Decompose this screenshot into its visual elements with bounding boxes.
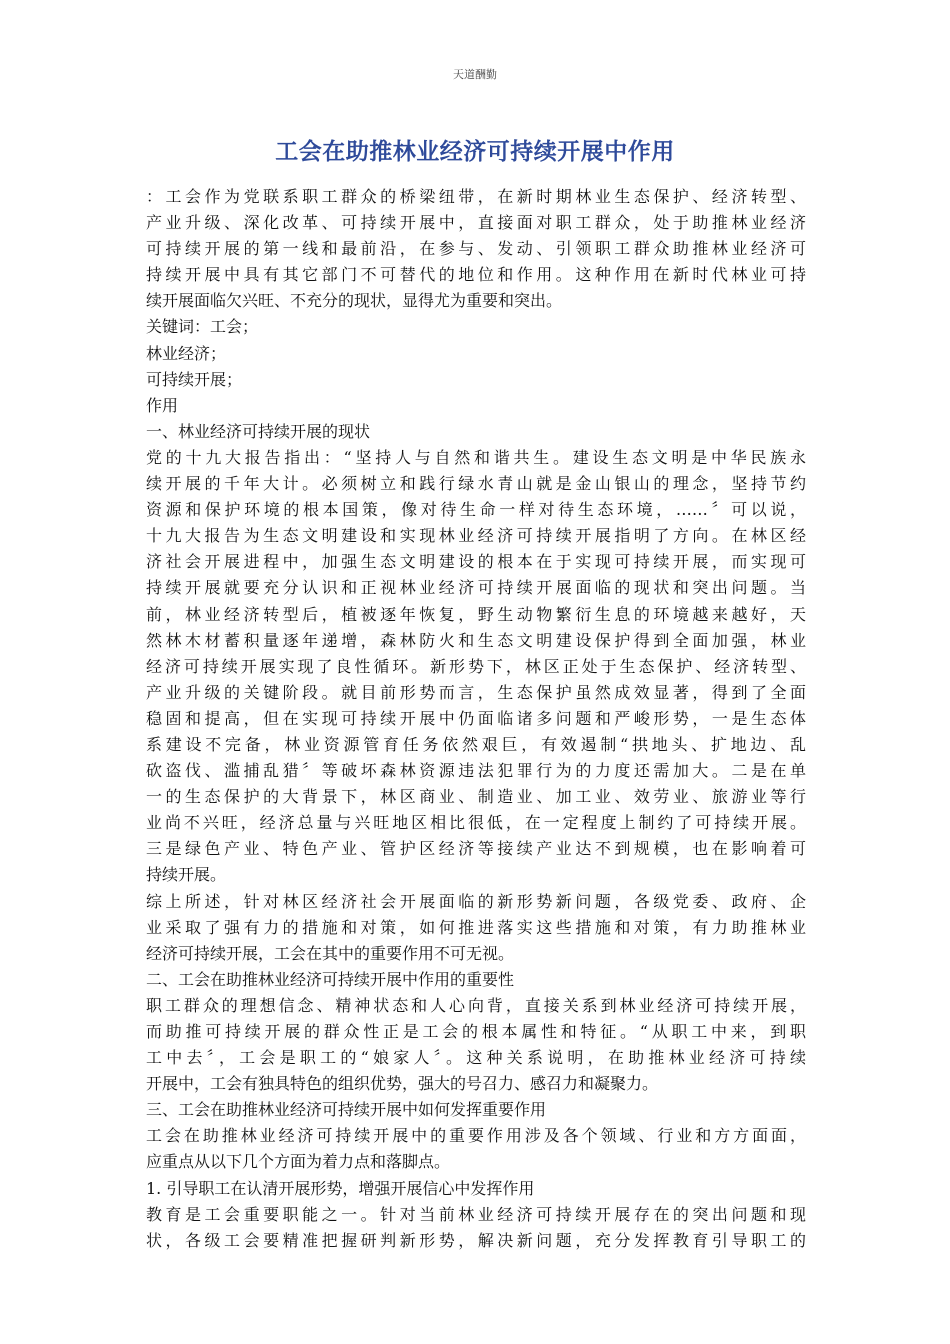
text-line: 可持续开展； <box>146 369 243 389</box>
text-line: 持续开展就要充分认识和正视林业经济可持续开展面临的现状和突出问题。当 <box>146 578 806 598</box>
text-line: 林业经济； <box>146 343 227 363</box>
text-line: 续开展的千年大计。必须树立和践行绿水青山就是金山银山的理念，坚持节约 <box>146 474 806 494</box>
text-line: 经济可持续开展实现了良性循环。新形势下，林区正处于生态保护、经济转型、 <box>146 656 806 676</box>
text-line: 前，林业经济转型后，植被逐年恢复，野生动物繁衍生息的环境越来越好，天 <box>146 604 806 624</box>
text-line: 产业升级、深化改革、可持续开展中，直接面对职工群众，处于助推林业经济 <box>146 213 806 233</box>
text-line: 应重点从以下几个方面为着力点和落脚点。 <box>146 1152 451 1172</box>
text-line: 状，各级工会要精准把握研判新形势，解决新问题，充分发挥教育引导职工的 <box>146 1230 806 1250</box>
text-line: 作用 <box>146 395 179 415</box>
document-title: 工会在助推林业经济可持续开展中作用 <box>275 139 675 165</box>
text-line: 一的生态保护的大背景下，林区商业、制造业、加工业、效劳业、旅游业等行 <box>146 787 806 807</box>
text-line: 一、林业经济可持续开展的现状 <box>146 421 371 441</box>
text-line: ：工会作为党联系职工群众的桥梁纽带，在新时期林业生态保护、经济转型、 <box>146 187 806 206</box>
text-line: 产业升级的关键阶段。就目前形势而言，生态保护虽然成效显著，得到了全面 <box>146 682 806 702</box>
text-line: 二、工会在助推林业经济可持续开展中作用的重要性 <box>146 969 515 989</box>
text-line: 综上所述，针对林区经济社会开展面临的新形势新问题，各级党委、政府、企 <box>146 891 806 911</box>
text-line: 职工群众的理想信念、精神状态和人心向背，直接关系到林业经济可持续开展， <box>146 995 806 1015</box>
text-line: 资源和保护环境的根本国策，像对待生命一样对待生态环境，……〞可以说， <box>146 500 806 520</box>
text-line: 关键词：工会； <box>146 317 259 337</box>
text-line: 砍盗伐、滥捕乱猎〞等破坏森林资源违法犯罪行为的力度还需加大。二是在单 <box>146 761 806 781</box>
text-line: 可持续开展的第一线和最前沿，在参与、发动、引领职工群众助推林业经济可 <box>146 239 806 259</box>
text-line: 然林木材蓄积量逐年递增，森林防火和生态文明建设保护得到全面加强，林业 <box>146 630 806 650</box>
text-line: 业采取了强有力的措施和对策，如何推进落实这些措施和对策，有力助推林业 <box>146 917 806 937</box>
text-line: 系建设不完备，林业资源管育任务依然艰巨，有效遏制“拱地头、扩地边、乱 <box>146 734 806 754</box>
page-header: 天道酬勤 <box>453 68 497 81</box>
text-line: 而助推可持续开展的群众性正是工会的根本属性和特征。“从职工中来，到职 <box>146 1022 806 1041</box>
text-line: 济社会开展进程中，加强生态文明建设的根本在于实现可持续开展，而实现可 <box>146 552 806 572</box>
text-line: 业尚不兴旺，经济总量与兴旺地区相比很低，在一定程度上制约了可持续开展。 <box>146 813 806 833</box>
text-line: 工中去〞，工会是职工的“娘家人〞。这种关系说明，在助推林业经济可持续 <box>146 1048 806 1068</box>
text-line: 三是绿色产业、特色产业、管护区经济等接续产业达不到规模，也在影响着可 <box>146 839 806 859</box>
text-line: 持续开展。 <box>146 865 227 885</box>
text-line: 十九大报告为生态文明建设和实现林业经济可持续开展指明了方向。在林区经 <box>146 526 806 546</box>
text-line: 教育是工会重要职能之一。针对当前林业经济可持续开展存在的突出问题和现 <box>146 1204 806 1224</box>
text-line: 开展中，工会有独具特色的组织优势，强大的号召力、感召力和凝聚力。 <box>146 1074 659 1094</box>
document-body <box>146 184 806 1254</box>
text-line: 持续开展中具有其它部门不可替代的地位和作用。这种作用在新时代林业可持 <box>146 265 806 285</box>
text-line: 工会在助推林业经济可持续开展中的重要作用涉及各个领域、行业和方方面面， <box>146 1126 806 1146</box>
text-line: 稳固和提高，但在实现可持续开展中仍面临诸多问题和严峻形势，一是生态体 <box>146 708 806 728</box>
text-line: 1. 引导职工在认清开展形势，增强开展信心中发挥作用 <box>146 1178 535 1198</box>
text-line: 续开展面临欠兴旺、不充分的现状，显得尤为重要和突出。 <box>146 291 563 311</box>
text-line: 经济可持续开展，工会在其中的重要作用不可无视。 <box>146 943 515 963</box>
text-line: 党的十九大报告指出：“坚持人与自然和谐共生。建设生态文明是中华民族永 <box>146 447 806 467</box>
text-line: 三、工会在助推林业经济可持续开展中如何发挥重要作用 <box>146 1100 547 1120</box>
